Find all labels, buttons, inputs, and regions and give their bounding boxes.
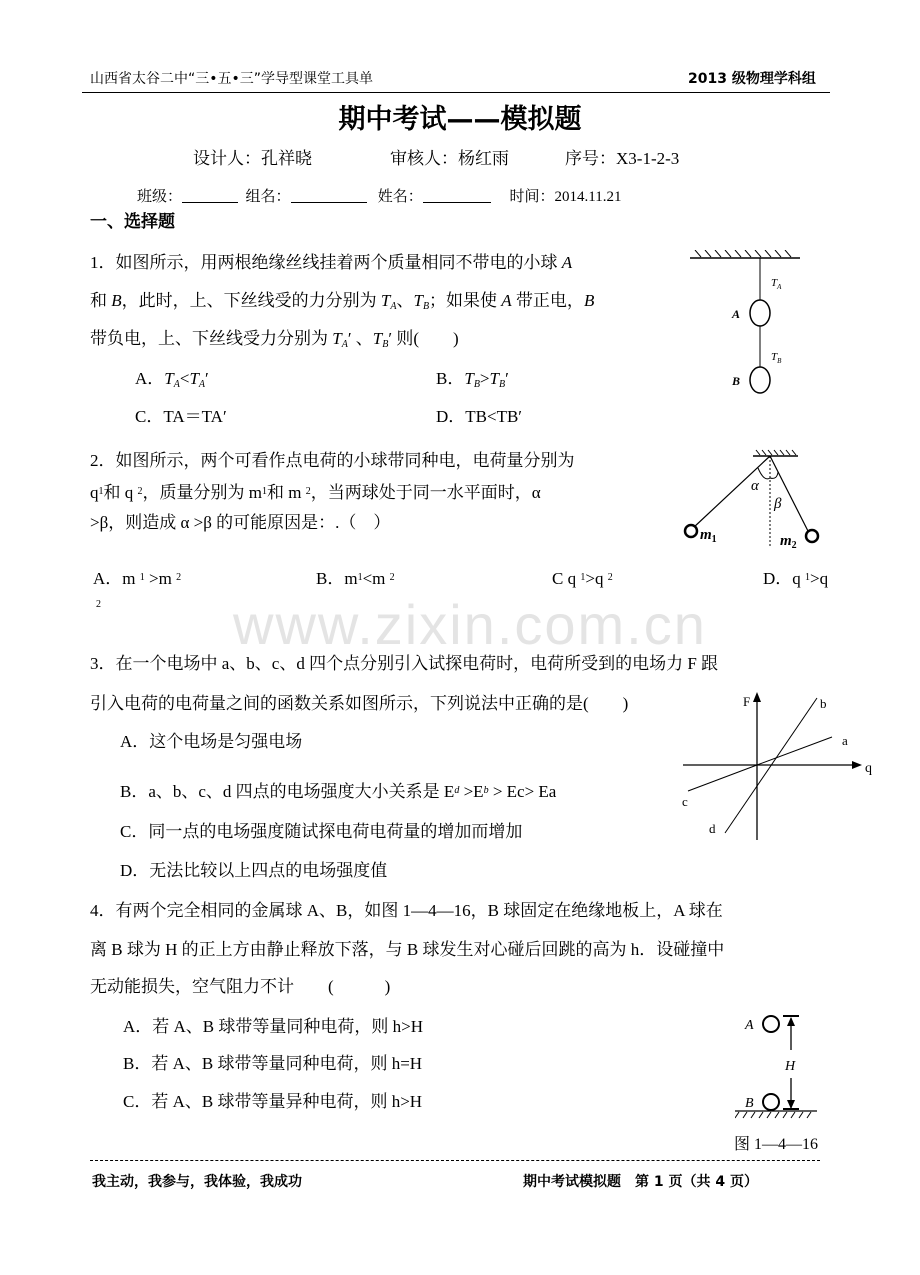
q1-text: 带正电， (511, 291, 584, 310)
q1-var: B (111, 291, 122, 310)
option-label: B． (316, 569, 345, 588)
footer-motto: 我主动，我参与，我体验，我成功 (92, 1174, 302, 1190)
q2-idx: 2 (389, 572, 395, 583)
svg-text:TB: $T_B$ (771, 351, 782, 365)
q2-idx: 2 (137, 486, 143, 497)
q1-line1 (90, 254, 572, 271)
q2-idx: 2 (607, 572, 613, 583)
q4-option-b[interactable]: B．若 A、B 球带等量同种电荷，则 h=H (123, 1054, 423, 1073)
axis-f-label: F (743, 694, 751, 709)
q3-line1: 3．在一个电场中 a、b、c、d 四个点分别引入试探电荷时，电荷所受到的电场力 F 跟 (90, 654, 719, 673)
group-label: 组名： (245, 189, 291, 205)
option-label: D． (763, 569, 793, 588)
q4-line1: 4．有两个完全相同的金属球 A、B，如图 1—4—16，B 球固定在绝缘地板上，A 球在 (90, 901, 723, 920)
q1-text: 和 (90, 291, 112, 310)
q2-op: > (585, 569, 595, 588)
q1-var: T (332, 329, 342, 348)
q2-var: q (90, 483, 99, 502)
q2-figure-pendulums (678, 448, 828, 548)
q2-option-b[interactable] (316, 570, 395, 587)
q1-text: 、 (355, 329, 373, 348)
q1-option-c[interactable]: C．TA＝TA′ (135, 407, 227, 426)
q4-option-c[interactable]: C．若 A、B 球带等量异种电荷，则 h>H (123, 1092, 423, 1111)
q1-sub: A (390, 301, 397, 312)
svg-text:TA: $T_A$ (771, 277, 782, 291)
q1-text: ；如果使 (429, 291, 502, 310)
q2-var: q (594, 569, 604, 588)
q1-text: 则( ) (392, 329, 459, 348)
q3-sub: d (454, 785, 460, 796)
q2-text: 和 (266, 483, 289, 502)
q2-op: < (362, 569, 373, 588)
time-label: 时间：2014.11.21 (509, 189, 622, 205)
line-d-label: d (709, 821, 716, 836)
line-b-label: b (820, 696, 827, 711)
q1-var: T (413, 291, 423, 310)
q1-sub: A (341, 339, 348, 350)
q2-option-d[interactable] (763, 570, 828, 587)
option-text: B．a、b、c、d 四点的电场强度大小关系是 E (120, 782, 455, 801)
axis-q-label: q (865, 761, 872, 776)
watermark: www.zixin.com.cn (233, 593, 707, 656)
q3-figure-f-q-graph (680, 690, 880, 845)
ball-a-label: A (732, 307, 741, 321)
q2-var: q (124, 483, 134, 502)
height-label: H (785, 1059, 796, 1074)
q2-idx: 1 (580, 572, 586, 583)
name-label: 姓名： (377, 189, 423, 205)
option-label: B． (436, 369, 465, 388)
q2-option-c[interactable] (552, 570, 613, 587)
q3-option-a[interactable]: A．这个电场是匀强电场 (120, 732, 303, 751)
q1-var: A (501, 291, 512, 310)
q1-line2 (90, 292, 594, 312)
option-label: A． (135, 369, 165, 388)
q1-var: B (583, 291, 595, 310)
q1-prime: ′ (388, 329, 393, 348)
q1-sub: A (173, 379, 180, 390)
q2-op: > (810, 569, 820, 588)
ball-b-label: B (732, 374, 741, 388)
q1-line3 (90, 330, 459, 350)
q1-text: ，此时，上、下丝线受的力分别为 (121, 291, 381, 310)
q1-sub: A (198, 379, 206, 390)
header-rule (82, 92, 830, 93)
q1-text: 1．如图所示，用两根绝缘丝线挂着两个质量相同不带电的小球 (90, 253, 562, 272)
q1-option-d[interactable]: D．TB<TB′ (436, 407, 523, 426)
footer-page-info: 期中考试模拟题 第 1 页（共 4 页） (523, 1174, 758, 1190)
option-label: A． (93, 569, 123, 588)
header-group: 2013 级物理学科组 (688, 71, 816, 87)
q1-text: 带负电，上、下丝线受力分别为 (90, 329, 333, 348)
designer: 设计人：孔祥晓 (193, 149, 312, 168)
q1-sub: B (473, 379, 480, 390)
q1-var: T (380, 291, 391, 310)
q1-sub: B (498, 379, 506, 390)
q1-prime: ′ (347, 329, 352, 348)
header-school: 山西省太谷二中“三•五•三”学导型课堂工具单 (90, 71, 374, 87)
q1-op: < (179, 369, 190, 388)
q2-idx: 1 (805, 572, 811, 583)
q1-var: T (189, 369, 199, 388)
q2-option-d-wrap: 2 (96, 599, 101, 610)
q2-line3: >β，则造成 α >β 的可能原因是：.（ ） (90, 513, 391, 532)
q1-prime: ′ (505, 369, 509, 388)
class-field[interactable] (182, 188, 238, 203)
serial-number: 序号：X3-1-2-3 (565, 149, 680, 168)
q1-option-a[interactable] (135, 370, 209, 390)
q2-text: ，质量分别为 (142, 483, 249, 502)
q3-option-c[interactable]: C．同一点的电场强度随试探电荷电荷量的增加而增加 (120, 822, 523, 841)
q3-option-b[interactable] (120, 783, 556, 800)
q2-idx: 1 (357, 572, 363, 583)
q2-line2 (90, 484, 541, 501)
q1-sub: B (422, 301, 430, 312)
q3-sub: b (483, 785, 489, 796)
beta-label: β (774, 496, 782, 512)
q2-idx: 1 (139, 572, 145, 583)
page-title: 期中考试——模拟题 (338, 104, 582, 135)
q3-option-d[interactable]: D．无法比较以上四点的电场强度值 (120, 861, 388, 880)
q2-option-a[interactable] (93, 570, 181, 587)
footer-rule (90, 1160, 820, 1161)
q1-var: T (464, 369, 474, 388)
q1-var: T (489, 369, 499, 388)
class-label: 班级： (137, 189, 183, 205)
q2-idx: 2 (176, 572, 182, 583)
q1-op: > (479, 369, 490, 388)
q1-text: 、 (396, 291, 414, 310)
option-text: > Ec> Ea (488, 782, 557, 801)
q4-line2: 离 B 球为 H 的正上方由静止释放下落，与 B 球发生对心碰后回跳的高为 h．设碰撞中 (90, 940, 725, 959)
q1-prime: ′ (205, 369, 209, 388)
m2-label: $m_2$ (780, 533, 797, 548)
q1-var: T (372, 329, 383, 348)
line-a-label: a (842, 733, 848, 748)
q2-text: 和 (103, 483, 125, 502)
q1-option-b[interactable] (436, 370, 509, 390)
q4-option-a[interactable]: A．若 A、B 球带等量同种电荷，则 h>H (123, 1017, 424, 1036)
section-heading: 一、选择题 (90, 212, 175, 232)
q3-line2: 引入电荷的电荷量之间的函数关系如图所示，下列说法中正确的是( ) (90, 694, 629, 713)
alpha-label: α (751, 478, 759, 494)
q1-sub: B (382, 339, 389, 350)
option-text: >E (459, 782, 484, 801)
q2-idx: 2 (305, 486, 311, 497)
q1-var: T (164, 369, 174, 388)
line-c-label: c (682, 794, 688, 809)
option-label: C (552, 569, 568, 588)
q2-idx: 1 (98, 486, 104, 497)
q4-figure-balls (735, 1008, 820, 1120)
group-field[interactable] (291, 188, 367, 203)
reviewer: 审核人：杨红雨 (390, 149, 509, 168)
figure-caption: 图 1—4—16 (734, 1136, 819, 1153)
q2-text: ，当两球处于同一水平面时，α (310, 483, 541, 502)
name-field[interactable] (423, 188, 491, 203)
q2-var: q (792, 569, 801, 588)
q2-idx: 1 (261, 486, 267, 497)
q2-line1: 2．如图所示，两个可看作点电荷的小球带同种电，电荷量分别为 (90, 451, 575, 470)
q1-var: A (561, 253, 573, 272)
q2-var: m (158, 569, 172, 588)
q2-var: m (344, 569, 358, 588)
q2-var: m (122, 569, 136, 588)
info-row (137, 188, 622, 205)
m1-label: $m_1$ (700, 527, 717, 545)
q2-var: m (372, 569, 386, 588)
ball-b-label: B (745, 1096, 754, 1111)
q2-var: m (288, 483, 302, 502)
q2-var: q (819, 569, 829, 588)
q2-op: > (149, 569, 159, 588)
q2-var: q (567, 569, 577, 588)
q4-line3: 无动能损失，空气阻力不计 ( ) (90, 977, 391, 996)
q1-figure-hanging-balls (685, 250, 815, 400)
ball-a-label: A (745, 1018, 754, 1033)
q2-var: m (248, 483, 262, 502)
